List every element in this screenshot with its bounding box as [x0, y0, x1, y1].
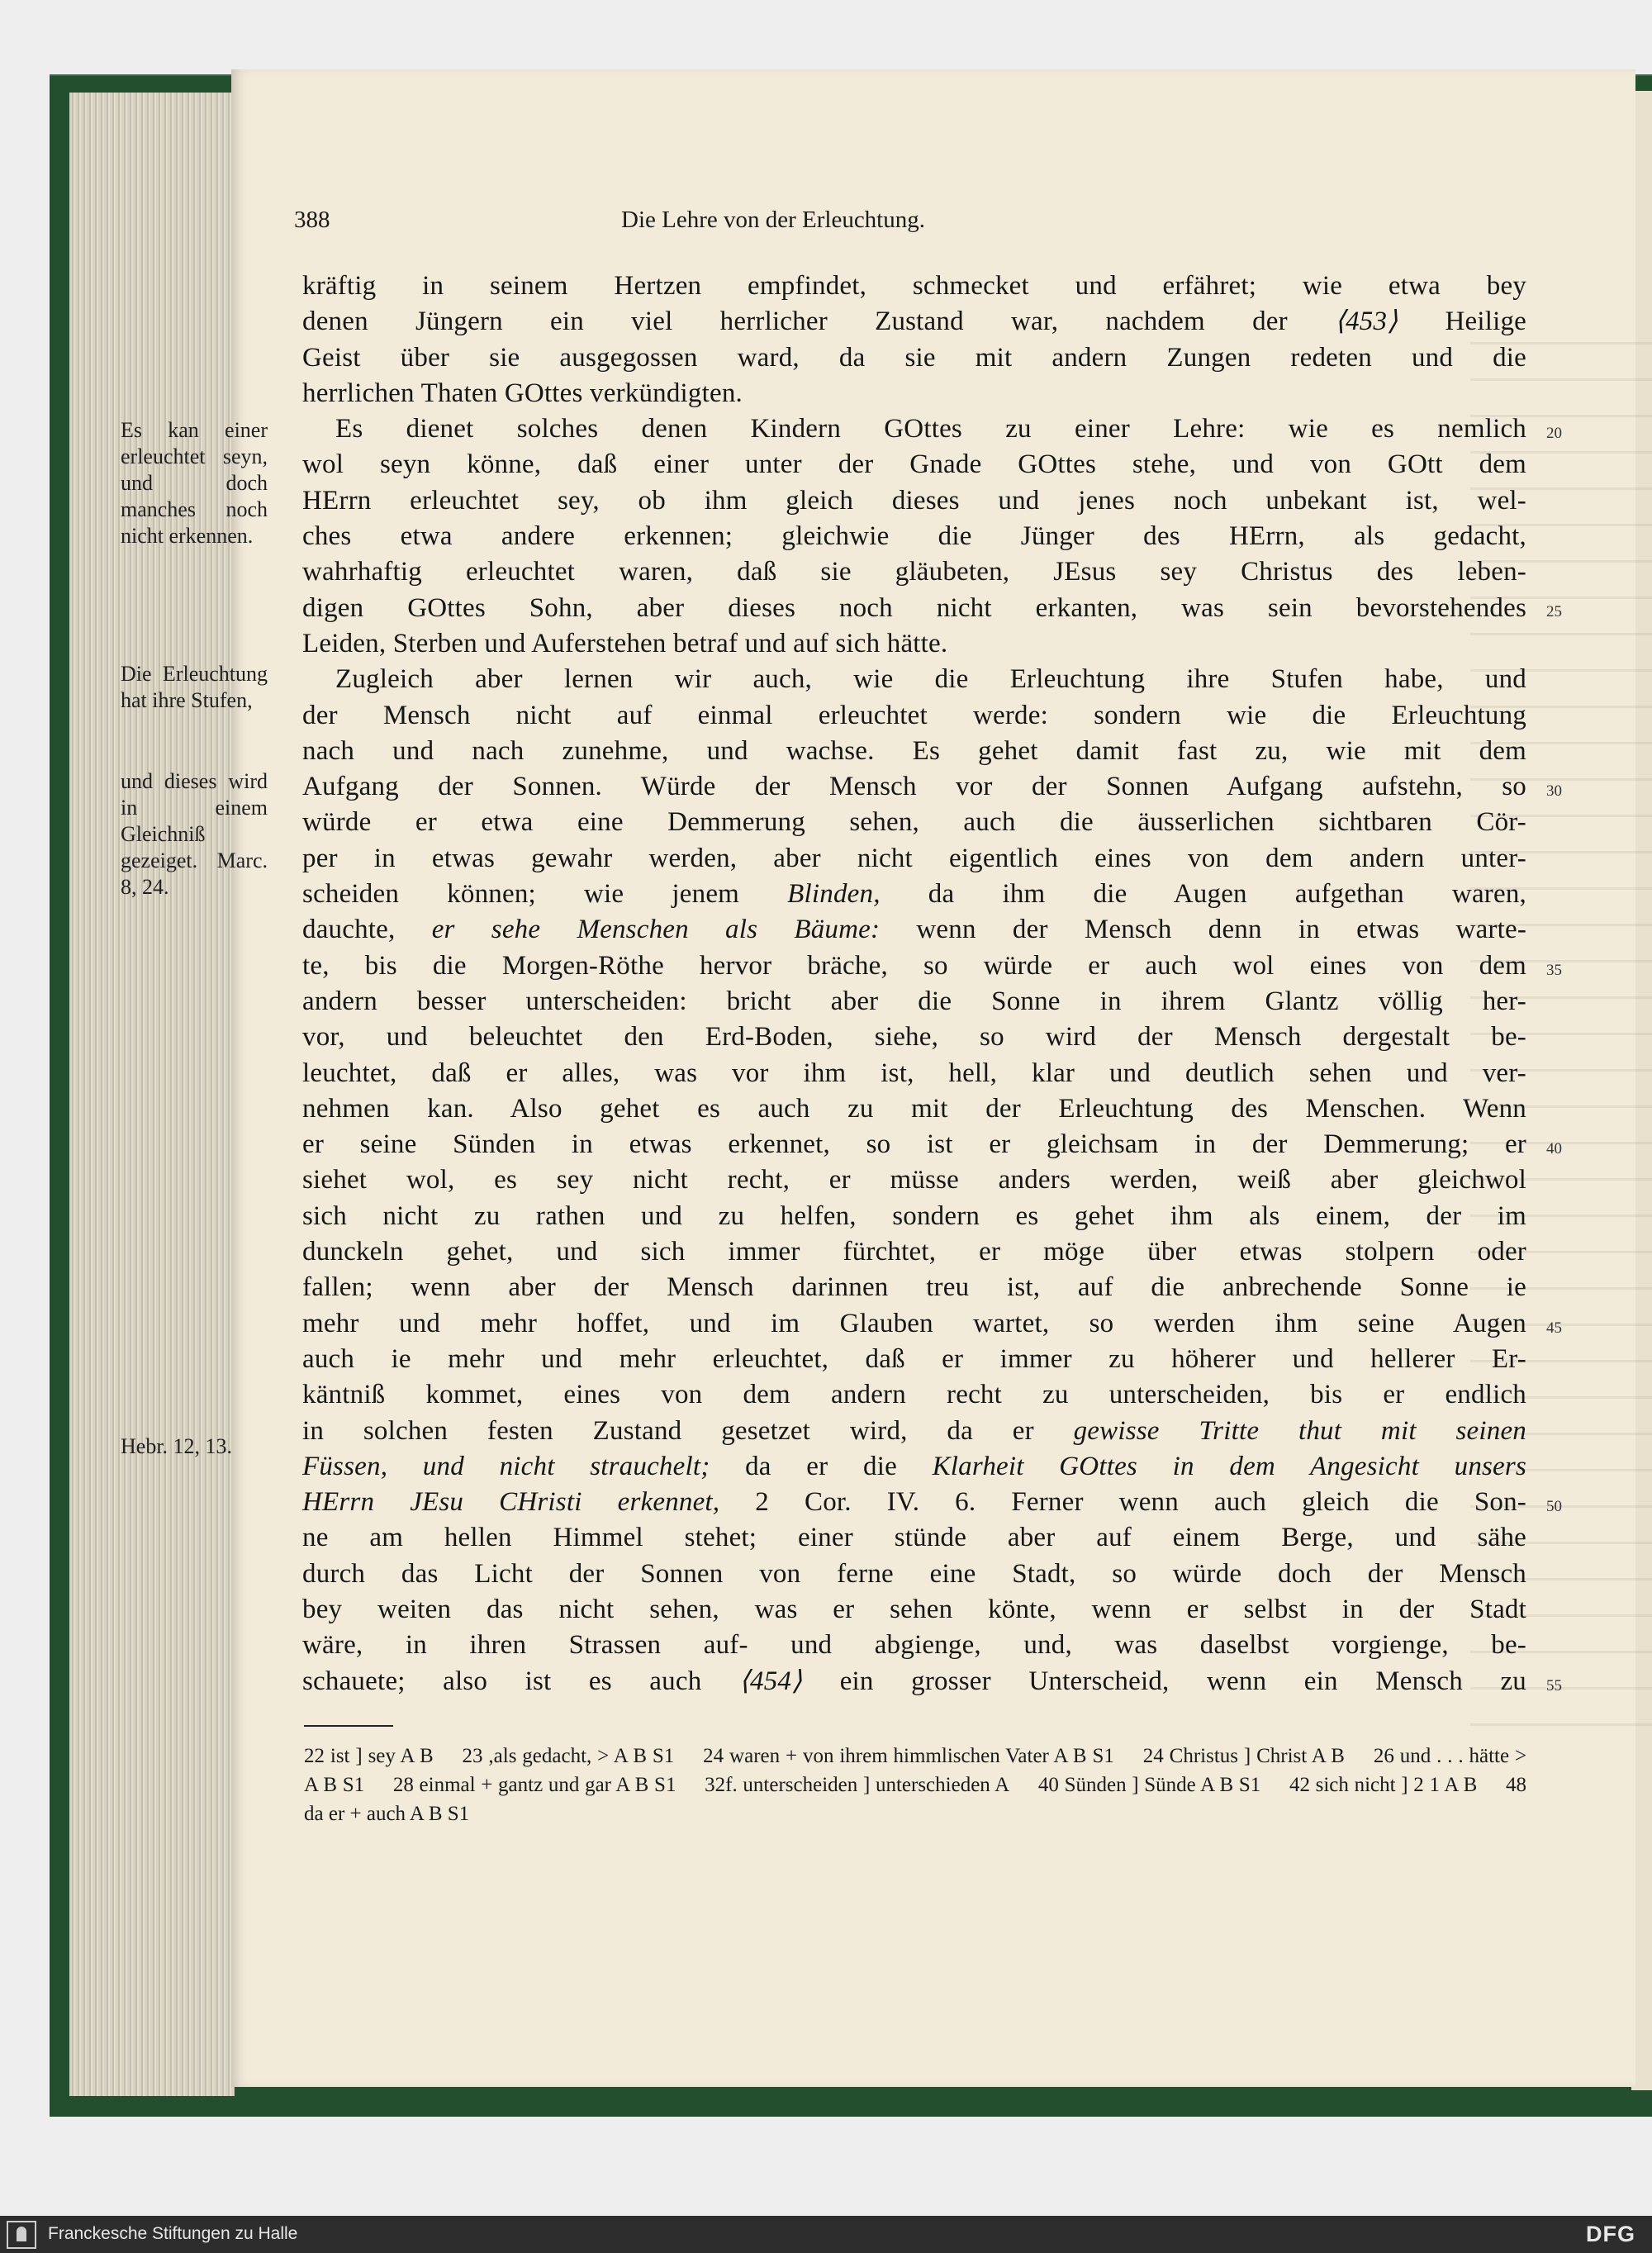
text-span: siehet wol, es sey nicht recht, er müsse anders werden, weiß aber gleichwol [302, 1165, 1526, 1195]
footnote-rule [304, 1725, 393, 1727]
text-span: andern besser unterscheiden: bricht aber die Sonne in ihrem Glantz völlig her- [302, 986, 1526, 1016]
text-line [302, 1557, 1526, 1592]
text-span: digen GOttes Sohn, aber dieses noch nicht erkanten, was sein bevorstehendes [302, 592, 1526, 623]
text-line [302, 948, 1526, 984]
text-span: wäre, in ihren Strassen auf- und abgienge, und, was daselbst vorgienge, be- [302, 1630, 1526, 1661]
text-line [302, 805, 1526, 840]
text-line [302, 1270, 1526, 1305]
text-span: scheiden können; wie jenem [302, 879, 788, 910]
line-number: 40 [1546, 1140, 1562, 1157]
text-line [302, 1020, 1526, 1055]
apparatus-entry: 23 ,als gedacht, > A B S1 [462, 1745, 675, 1767]
text-span: da ihm die Augen aufgethan waren, [880, 879, 1526, 910]
text-line [302, 1485, 1526, 1520]
footer-bar [0, 2216, 1652, 2253]
text-line [302, 1091, 1526, 1127]
text-span: 2 Cor. IV. 6. Ferner wenn auch gleich die Son- [719, 1487, 1526, 1518]
italic-span: ⟨453⟩ [1335, 307, 1398, 337]
text-line [302, 1449, 1526, 1485]
text-span: auch ie mehr und mehr erleuchtet, daß er immer zu höherer und hellerer Er- [302, 1343, 1526, 1374]
italic-span: HErrn JEsu CHristi erkennet, [302, 1487, 720, 1518]
apparatus-entry: 42 sich nicht ] 2 1 A B [1289, 1774, 1478, 1796]
text-line [302, 984, 1526, 1020]
text-span: schauete; also ist es auch [302, 1666, 739, 1696]
apparatus-entry: 24 waren + von ihrem himmlischen Vater A B S1 [703, 1745, 1114, 1767]
text-span: ches etwa andere erkennen; gleichwie die Jünger des HErrn, als gedacht, [302, 521, 1526, 552]
text-span: fallen; wenn aber der Mensch darinnen treu ist, auf die anbrechende Sonne ie [302, 1272, 1526, 1303]
text-line [302, 376, 1526, 411]
text-line [302, 304, 1526, 340]
text-line [302, 1127, 1526, 1162]
text-line [302, 1520, 1526, 1556]
text-line [302, 1342, 1526, 1377]
text-span: Geist über sie ausgegossen ward, da sie mit andern Zungen redeten und die [302, 342, 1526, 373]
text-span: durch das Licht der Sonnen von ferne eine Stadt, so würde doch der Mensch [302, 1558, 1526, 1589]
text-span: Aufgang der Sonnen. Würde der Mensch vor der Sonnen Aufgang aufstehn, so [302, 772, 1526, 802]
apparatus-entry: 32f. unterscheiden ] unterschieden A [705, 1774, 1010, 1796]
margin-note: und dieses wird in einem Gleichniß gezeiget. Marc. 8, 24. [121, 769, 268, 899]
line-number: 25 [1546, 603, 1562, 620]
institution-logo-icon [7, 2221, 36, 2249]
text-span: leuchtet, daß er alles, was vor ihm ist, hell, klar und deutlich sehen und ver- [302, 1058, 1526, 1088]
text-line [302, 1377, 1526, 1413]
institution-name: Franckesche Stiftungen zu Halle [48, 2224, 298, 2243]
text-line [302, 1056, 1526, 1091]
text-span: wahrhaftig erleuchtet waren, daß sie gläubeten, JEsus sey Christus des leben- [302, 557, 1526, 587]
text-line [302, 626, 1526, 662]
text-line [302, 1414, 1526, 1449]
running-title: Die Lehre von der Erleuchtung. [621, 207, 925, 233]
margin-note: Es kan einer erleuchtet seyn, und doch manches noch nicht erkennen. [121, 418, 268, 548]
text-line [302, 1162, 1526, 1198]
text-span: käntniß kommet, eines von dem andern recht zu unterscheiden, bis er endlich [302, 1380, 1526, 1410]
text-span: der Mensch nicht auf einmal erleuchtet werde: sondern wie die Erleuchtung [302, 700, 1526, 730]
text-line [302, 1664, 1526, 1699]
main-text [302, 269, 1526, 1699]
text-line [302, 1592, 1526, 1628]
text-span: ein grosser Unterscheid, wenn ein Mensch zu [802, 1666, 1526, 1696]
margin-note: Hebr. 12, 13. [121, 1434, 233, 1458]
text-line [302, 269, 1526, 304]
text-span: denen Jüngern ein viel herrlicher Zustand war, nachdem der [302, 307, 1336, 337]
critical-apparatus [304, 1742, 1526, 1828]
text-span: per in etwas gewahr werden, aber nicht eigentlich eines von dem andern unter- [302, 843, 1526, 873]
apparatus-entry: 48 da er + auch A B S1 [304, 1774, 1527, 1825]
text-line [302, 591, 1526, 626]
text-line [302, 1234, 1526, 1270]
text-line [302, 411, 1526, 447]
text-span: te, bis die Morgen-Röthe hervor bräche, so würde er auch wol eines von dem [302, 950, 1526, 981]
running-head [0, 207, 1536, 240]
text-span: Leiden, Sterben und Auferstehen betraf und auf sich hätte. [302, 628, 948, 658]
text-line [302, 447, 1526, 482]
text-span: da er die [710, 1451, 933, 1481]
page-number: 388 [294, 207, 330, 233]
text-line [302, 912, 1526, 948]
text-line [302, 1628, 1526, 1663]
italic-span: gewisse Tritte thut mit seinen [1073, 1415, 1526, 1446]
text-span: wenn der Mensch denn in etwas warte- [880, 915, 1527, 945]
apparatus-entry: 26 und . . . hätte > A B S1 [304, 1745, 1527, 1796]
text-span: Es dienet solches denen Kindern GOttes zu einer Lehre: wie es nemlich [335, 414, 1526, 444]
italic-span: Füssen, und nicht strauchelt; [302, 1451, 710, 1481]
italic-span: ⟨454⟩ [738, 1666, 803, 1696]
apparatus-entry: 24 Christus ] Christ A B [1142, 1745, 1345, 1767]
apparatus-entry: 28 einmal + gantz und gar A B S1 [392, 1774, 676, 1796]
text-line [302, 698, 1526, 734]
text-span: Zugleich aber lernen wir auch, wie die Erleuchtung ihre Stufen habe, und [335, 664, 1526, 695]
text-line [302, 1306, 1526, 1342]
text-span: nehmen kan. Also gehet es auch zu mit der Erleuchtung des Menschen. Wenn [302, 1093, 1526, 1124]
text-line [302, 554, 1526, 590]
italic-span: er sehe Menschen als Bäume: [431, 915, 881, 945]
line-number: 45 [1546, 1319, 1562, 1337]
text-span: sich nicht zu rathen und zu helfen, sondern es gehet ihm als einem, der im [302, 1200, 1526, 1231]
text-line [302, 519, 1526, 554]
text-span: herrlichen Thaten GOttes verkündigten. [302, 378, 743, 408]
dfg-logo: DFG [1586, 2222, 1635, 2246]
text-span: er seine Sünden in etwas erkennet, so ist er gleichsam in der Demmerung; er [302, 1129, 1526, 1160]
text-span: kräftig in seinem Hertzen empfindet, schmecket und erfähret; wie etwa bey [302, 271, 1526, 301]
text-span: ne am hellen Himmel stehet; einer stünde aber auf einem Berge, und sähe [302, 1523, 1526, 1553]
text-span: wol seyn könne, daß einer unter der Gnade GOttes stehe, und von GOtt dem [302, 449, 1526, 480]
text-span: mehr und mehr hoffet, und im Glauben wartet, so werden ihm seine Augen [302, 1308, 1526, 1338]
text-span: bey weiten das nicht sehen, was er sehen könte, wenn er selbst in der Stadt [302, 1594, 1526, 1624]
text-line [302, 734, 1526, 769]
text-span: dunckeln gehet, und sich immer fürchtet, er möge über etwas stolpern oder [302, 1237, 1526, 1267]
text-span: in solchen festen Zustand gesetzet wird, da er [302, 1415, 1074, 1446]
text-line [302, 1199, 1526, 1234]
apparatus-entry: 40 Sünden ] Sünde A B S1 [1037, 1774, 1261, 1796]
text-span: vor, und beleuchtet den Erd-Boden, siehe, so wird der Mensch dergestalt be- [302, 1022, 1526, 1053]
apparatus-entry: 22 ist ] sey A B [304, 1745, 434, 1767]
text-span: würde er etwa eine Demmerung sehen, auch die äusserlichen sichtbaren Cör- [302, 807, 1526, 838]
line-number: 50 [1546, 1498, 1562, 1515]
text-line [302, 483, 1526, 519]
text-line [302, 662, 1526, 697]
text-line [302, 769, 1526, 805]
text-span: dauchte, [302, 915, 432, 945]
text-line [302, 340, 1526, 376]
line-number: 55 [1546, 1677, 1562, 1695]
text-span: nach und nach zunehme, und wachse. Es gehet damit fast zu, wie mit dem [302, 735, 1526, 766]
margin-note: Die Erleuchtung hat ihre Stufen, [121, 662, 268, 712]
page-edges [69, 93, 235, 2096]
line-number: 35 [1546, 962, 1562, 979]
italic-span: Blinden, [787, 879, 881, 910]
text-line [302, 841, 1526, 877]
text-span: Heilige [1398, 307, 1527, 337]
line-number: 20 [1546, 425, 1562, 442]
text-span: HErrn erleuchtet sey, ob ihm gleich dieses und jenes noch unbekant ist, wel- [302, 485, 1526, 516]
text-line [302, 877, 1526, 912]
italic-span: Klarheit GOttes in dem Angesicht unsers [932, 1451, 1526, 1481]
line-number: 30 [1546, 782, 1562, 800]
